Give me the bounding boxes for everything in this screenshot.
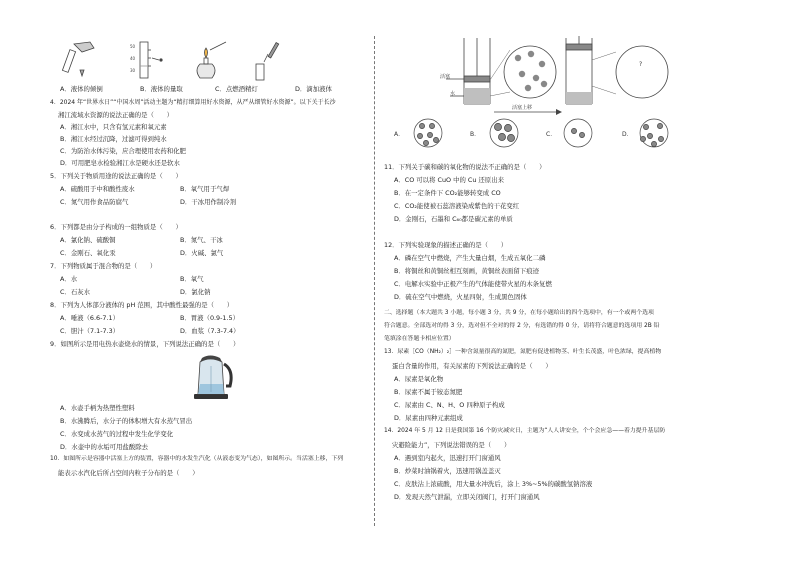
q14-stem-line-2: 灾避险能力”，下列说法错误的是（ ） xyxy=(392,441,511,449)
q9-option-c[interactable]: C．水变成水蒸气的过程中发生化学变化 xyxy=(60,430,174,438)
q5-option-c[interactable]: C．氮气用作食品防腐气 xyxy=(60,198,129,206)
q10-piston-figure xyxy=(384,36,684,148)
q8-option-a[interactable]: A．唾液（6.6-7.1） xyxy=(60,314,119,322)
q14-option-d[interactable]: D．发现天然气泄漏，立即关闭阀门，打开门窗通风 xyxy=(394,493,540,501)
q6-option-b[interactable]: B．氮气、干冰 xyxy=(180,236,223,244)
zoom-circle-before xyxy=(490,46,556,98)
q9-option-d[interactable]: D．水壶中的水垢可用盐酸除去 xyxy=(60,443,148,451)
q14-option-b[interactable]: B．炒菜时油锅着火，迅速用锅盖盖灭 xyxy=(394,467,501,475)
q3-option-b[interactable]: B．液体的量取 xyxy=(140,85,183,93)
q8-option-c[interactable]: C．胆汁（7.1-7.3） xyxy=(60,327,120,335)
q12-option-a[interactable]: A．磷在空气中燃烧，产生大量白烟，生成五氧化二磷 xyxy=(394,254,546,262)
q8-option-b[interactable]: B．胃液（0.9-1.5） xyxy=(180,314,239,322)
graduated-cylinder-figure xyxy=(130,42,162,78)
q11-stem: 11．下列关于碳和碳的氧化物的说法不正确的是（ ） xyxy=(384,163,546,171)
q12-option-b[interactable]: B．将铜丝和黄铜丝相互刻画，黄铜丝表面留下痕迹 xyxy=(394,267,539,275)
unknown-mark: ? xyxy=(639,61,643,68)
q12-stem: 12．下列实验现象的描述正确的是（ ） xyxy=(384,241,508,249)
q5-stem: 5．下列关于物质用途的说法正确的是（ ） xyxy=(50,172,182,180)
q10-option-d-label[interactable]: D． xyxy=(622,131,633,138)
q9-stem: 9．如图所示是用电热水壶烧水的情景，下列说法正确的是（ ） xyxy=(50,340,240,348)
q4-option-b[interactable]: B．湘江水经过沉降，过滤可得到纯水 xyxy=(60,135,167,143)
section2-line-3: 笔填涂在答题卡相应位置） xyxy=(384,336,455,342)
q13-stem-line-1: 13．尿素［CO（NH₂）₂］一种含氮量很高的氮肥，氮肥有促进植物茎、叶生长茂盛，叶色浓绿，提高植物 xyxy=(384,349,662,355)
kettle-image xyxy=(190,352,236,400)
q4-option-c[interactable]: C．为防治水体污染，应合理使用农药和化肥 xyxy=(60,147,186,155)
section2-line-1: 二、选择题（本大题共 3 小题，每小题 3 分，共 9 分，在每小题给出的四个选项中，有一个或两个选项 xyxy=(384,310,654,316)
column-divider xyxy=(374,36,375,526)
q7-option-c[interactable]: C．石灰水 xyxy=(60,288,91,296)
q10-stem-line-2: 能表示水汽化后所占空间内粒子分布的是（ ） xyxy=(58,469,199,477)
q3-option-c[interactable]: C．点燃酒精灯 xyxy=(215,85,258,93)
q11-option-a[interactable]: A．CO 可以将 CuO 中的 Cu 还原出来 xyxy=(394,176,504,184)
q13-stem-line-2: 蛋白含量的作用，有关尿素的下列说法正确的是（ ） xyxy=(392,362,552,370)
q5-option-a[interactable]: A．硫酸用于中和酸性废水 xyxy=(60,185,135,193)
q11-option-d[interactable]: D．金刚石，石墨和 C₆₀都是碳元素的单质 xyxy=(394,215,513,223)
q4-option-d[interactable]: D．可用肥皂水检验湘江水是硬水还是软水 xyxy=(60,159,180,167)
q11-option-b[interactable]: B．在一定条件下 CO₂能够转变成 CO xyxy=(394,189,501,197)
q6-option-c[interactable]: C．金刚石、氧化汞 xyxy=(60,249,116,257)
alcohol-lamp-figure xyxy=(197,42,226,78)
q7-option-b[interactable]: B．氧气 xyxy=(180,275,204,283)
pouring-figure xyxy=(62,42,94,76)
piston-label: 活塞 xyxy=(440,74,451,80)
q10-stem-line-1: 10．如图所示是容器中活塞上方的装置，容器中的水发生汽化（从液态变为气态），如图所示。当活塞上移，下列 xyxy=(50,456,344,462)
q11-option-c[interactable]: C．CO₂能使被石蕊溶液染成紫色的干花变红 xyxy=(394,202,520,210)
q7-option-d[interactable]: D．氯化钠 xyxy=(180,288,211,296)
q10-options[interactable] xyxy=(394,119,668,147)
q8-stem: 8．下列为人体部分液体的 pH 范围，其中酸性最强的是（ ） xyxy=(50,301,234,309)
q13-option-c[interactable]: C．尿素由 C、N、H、O 四种原子构成 xyxy=(394,401,505,409)
q13-option-d[interactable]: D．尿素由四种元素组成 xyxy=(394,414,463,422)
section2-line-2: 符合题意。全部选对的得 3 分，选对但不全对的得 2 分，有选错的得 0 分，请将符合题意的选项用 2B 铅 xyxy=(384,323,660,329)
q9-option-b[interactable]: B．水沸腾后，水分子的体积增大有水蒸气冒出 xyxy=(60,417,193,425)
q5-option-d[interactable]: D．干冰用作制冷剂 xyxy=(180,198,237,206)
q13-option-b[interactable]: B．尿素不属于铵态氮肥 xyxy=(394,388,463,396)
q6-option-d[interactable]: D．火碱、氯气 xyxy=(180,249,224,257)
water-label: 水 xyxy=(450,91,456,97)
svg-text:40: 40 xyxy=(130,56,136,61)
q10-option-c-label[interactable]: C． xyxy=(546,131,557,138)
q4-stem-line-2: 湘江流域水资源的说法正确的是（ ） xyxy=(58,111,174,119)
q12-option-d[interactable]: D．硫在空气中燃烧，火星四射，生成黑色固体 xyxy=(394,293,527,301)
q7-stem: 7．下列物质属于混合物的是（ ） xyxy=(50,262,157,270)
svg-text:30: 30 xyxy=(130,68,136,73)
q14-option-c[interactable]: C．皮肤沾上浓硫酸，用大量水冲洗后，涂上 3%~5%的碳酸氢钠溶液 xyxy=(394,480,593,488)
dropper-figure xyxy=(256,43,279,80)
svg-text:50: 50 xyxy=(130,44,136,49)
cylinder-after xyxy=(566,36,616,104)
q3-figures xyxy=(60,40,360,84)
q14-stem-line-1: 14．2024 年 5 月 12 日是我国第 16 个防灾减灾日，主题为“人人讲安全，个个会应急——着力提升基层防 xyxy=(384,428,666,434)
q10-option-a-label[interactable]: A． xyxy=(394,131,405,138)
q4-stem-line-1: 4．2024 年“世界水日”“中国水周”活动主题为“精打细算用好水资源，从严从细管好水资源”。以下关于长沙 xyxy=(50,99,336,106)
q13-option-a[interactable]: A．尿素是氧化物 xyxy=(394,375,444,383)
q3-option-a[interactable]: A．液体的倾倒 xyxy=(60,85,103,93)
q10-option-b-label[interactable]: B． xyxy=(470,131,481,138)
q7-option-a[interactable]: A．水 xyxy=(60,275,78,283)
q9-option-a[interactable]: A．水壶手柄为热塑性塑料 xyxy=(60,404,135,412)
q3-option-d[interactable]: D．滴加液体 xyxy=(295,85,332,93)
q6-stem: 6．下列都是由分子构成的一组物质是（ ） xyxy=(50,223,182,231)
q8-option-d[interactable]: D．血浆（7.3-7.4） xyxy=(180,327,240,335)
move-label: 活塞上移 xyxy=(512,105,533,111)
q6-option-a[interactable]: A．氯化钠、硫酸铜 xyxy=(60,236,116,244)
q4-option-a[interactable]: A．湘江水中，只含有氢元素和氧元素 xyxy=(60,123,167,131)
q12-option-c[interactable]: C．电解水实验中正极产生的气体能使带火星的木条复燃 xyxy=(394,280,552,288)
q14-option-a[interactable]: A．遇到室内起火，迅速打开门窗通风 xyxy=(394,454,501,462)
q5-option-b[interactable]: B．氧气用于气焊 xyxy=(180,185,230,193)
zoom-circle-after xyxy=(616,46,668,98)
